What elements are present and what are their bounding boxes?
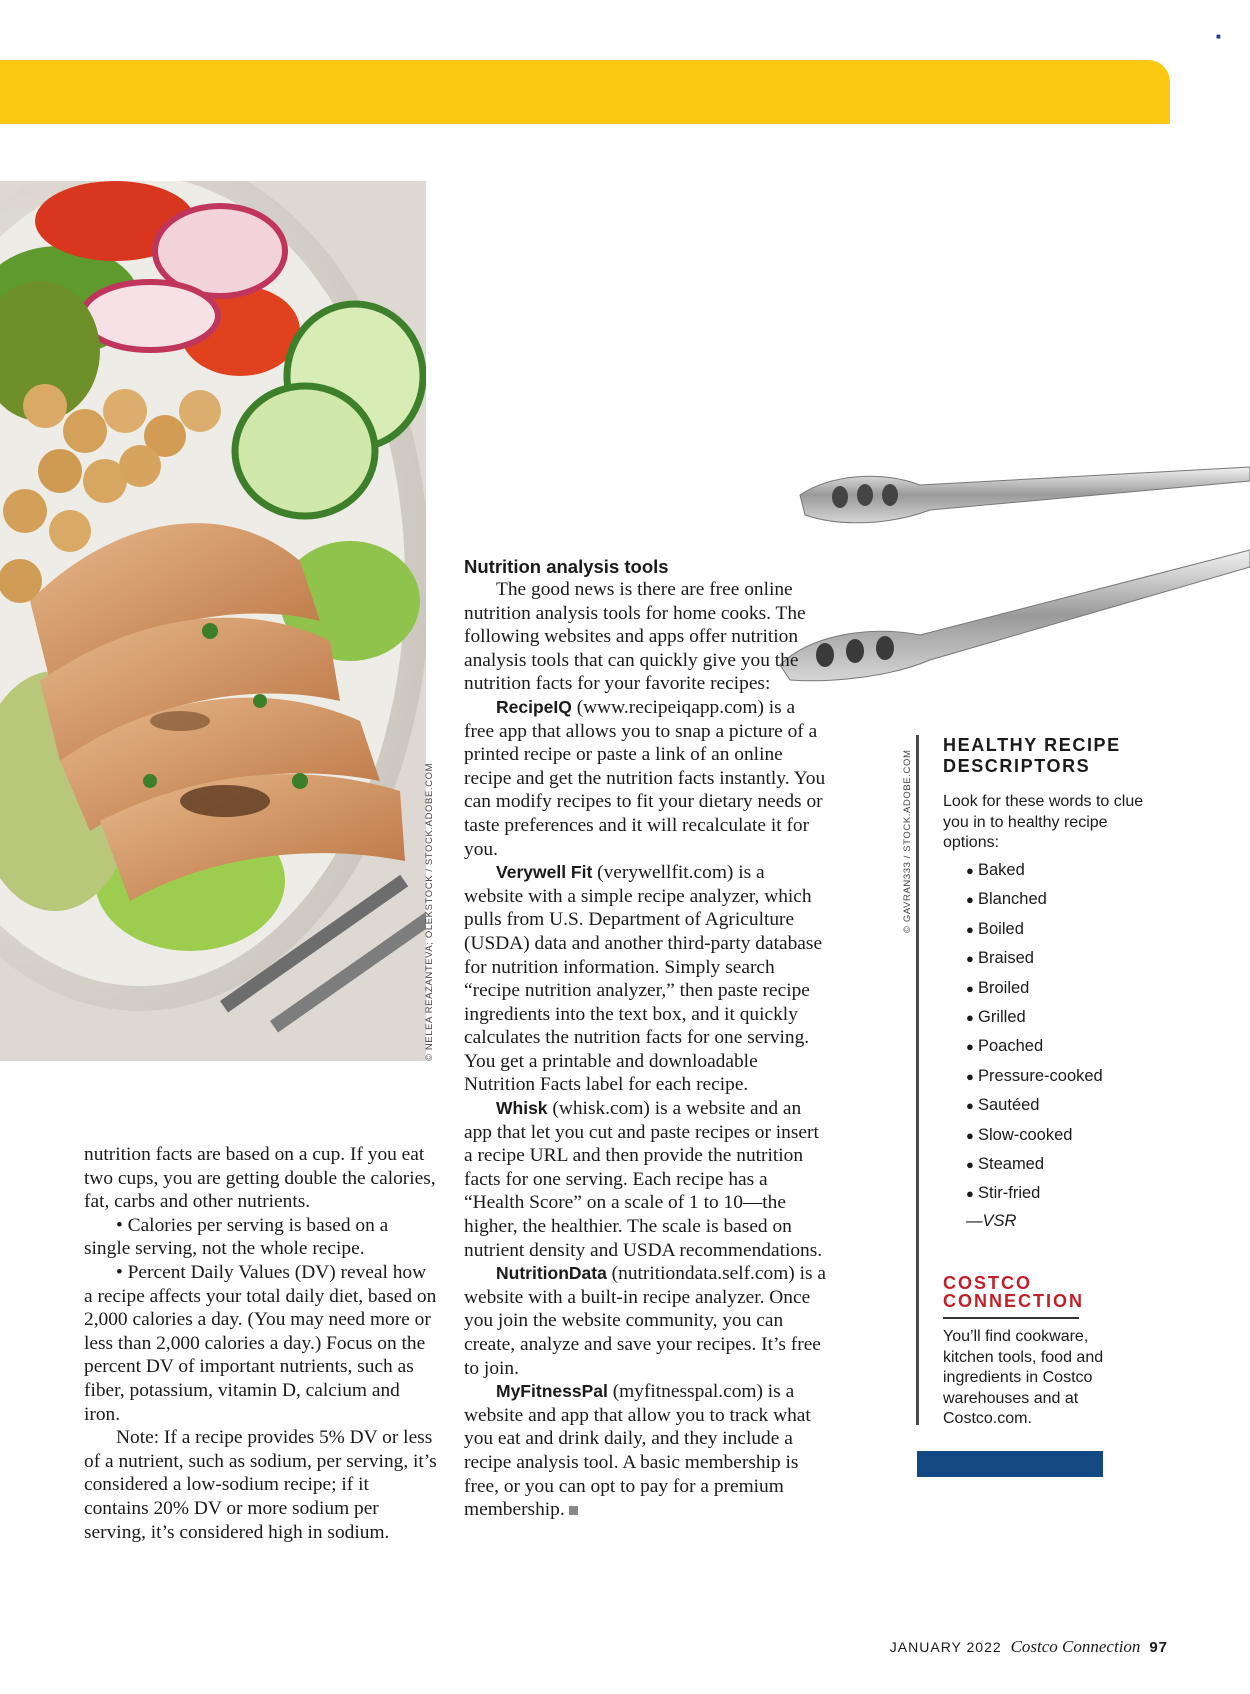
descriptor-label: Boiled (978, 919, 1024, 938)
descriptor-list (966, 858, 1103, 1211)
tool-entry-myfitnesspal (464, 1380, 826, 1522)
descriptor-label: Slow-cooked (978, 1125, 1073, 1144)
descriptor-label: Grilled (978, 1007, 1026, 1026)
list-item (966, 1064, 1103, 1093)
tongs-photo (770, 455, 1250, 735)
descriptor-label: Braised (978, 949, 1034, 968)
bullet-icon: ● (966, 980, 974, 996)
descriptor-label: Baked (978, 861, 1025, 879)
bullet-icon: ● (966, 863, 974, 878)
descriptor-label: Broiled (978, 978, 1030, 997)
photo-credit-right: © GAVRAN333 / STOCK.ADOBE.COM (902, 749, 913, 933)
section-heading: Nutrition analysis tools (464, 556, 669, 577)
tool-name: NutritionData (496, 1263, 607, 1284)
paragraph: The good news is there are free online nutrition analysis tools for home cooks. The following websites and apps offer nutrition analysis tools that can quickly give you the nutrition facts for your favorite recipes: (464, 579, 806, 695)
costco-connection-title: COSTCO CONNECTION (943, 1273, 1084, 1311)
bullet-icon: ● (966, 1156, 974, 1172)
tool-entry-whisk (464, 1097, 826, 1262)
page-footer (890, 1637, 1168, 1657)
issue-date: JANUARY 2022 (889, 1639, 1002, 1655)
left-column (84, 1143, 438, 1544)
corner-mark-icon: ■ (1216, 32, 1221, 41)
paragraph: • Percent Daily Values (DV) reveal how a recipe affects your total daily diet, based on 2,000 calories a day. (You may need more or less than 2,000 calories a day.) Focus on the percent DV of important nutrients, such as fiber, potassium, vitamin D, calcium and iron. (84, 1261, 437, 1425)
bullet-icon: ● (966, 951, 974, 967)
sidebar-title: HEALTHY RECIPE DESCRIPTORS (943, 735, 1121, 776)
blue-accent-bar (917, 1451, 1103, 1477)
paragraph: • Calories per serving is based on a single serving, not the whole recipe. (84, 1214, 389, 1260)
bullet-icon: ● (966, 892, 974, 908)
salad-photo (0, 181, 426, 1061)
list-item (966, 858, 1103, 887)
bullet-icon: ● (966, 1127, 974, 1143)
bullet-icon: ● (966, 1098, 974, 1114)
page-number: 97 (1149, 1639, 1168, 1656)
sidebar-intro: Look for these words to clue you in to healthy recipe options: (943, 793, 1144, 851)
list-item (966, 976, 1103, 1005)
tongs-illustration (770, 455, 1250, 735)
tool-description: (myfitnesspal.com) is a website and app that allow you to track what you eat and drink daily, and they include a recipe analysis tool. A basic membership is free, or you can opt to pay for a premium membership. (464, 1381, 811, 1521)
list-item (966, 946, 1103, 975)
list-item (966, 1093, 1103, 1122)
header-color-bar (0, 60, 1170, 124)
tool-name: Whisk (496, 1098, 548, 1119)
list-item (966, 1034, 1103, 1063)
tool-name: RecipeIQ (496, 696, 572, 717)
tool-name: MyFitnessPal (496, 1381, 608, 1402)
salad-illustration (0, 181, 426, 1061)
tool-description: (whisk.com) is a website and an app that let you cut and paste recipes or insert a recipe URL and then provide the nutrition facts for one serving. Each recipe has a “Health Score” on a scale of 1 to 10—the higher, the healthier. The scale is based on nutrient density and USDA recommendations. (464, 1098, 823, 1261)
descriptor-label: Steamed (978, 1154, 1045, 1173)
costco-connection-text: You’ll find cookware, kitchen tools, food and ingredients in Costco warehouses and at Costco.com. (943, 1328, 1104, 1427)
list-item (966, 1152, 1103, 1181)
end-mark-icon (569, 1506, 578, 1515)
list-item (966, 917, 1103, 946)
list-item (966, 1005, 1103, 1034)
magazine-name: Costco Connection (1010, 1637, 1141, 1656)
paragraph: Note: If a recipe provides 5% DV or less of a nutrient, such as sodium, per serving, it’s considered a low-sodium recipe; if it contains 20% DV or more sodium per serving, it’s considered high in sodium. (84, 1427, 437, 1543)
descriptor-label: Blanched (978, 890, 1047, 909)
divider (943, 1317, 1079, 1319)
tool-description: (verywellfit.com) is a website with a simple recipe analyzer, which pulls from U.S. Department of Agriculture (USDA) data and another third-party database for nutrition information. Simply search “recipe nutrition analyzer,” then paste recipe ingredients into the text box, and it quickly calculates the nutrition facts for one serving. You get a printable and downloadable Nutrition Facts label for each recipe. (464, 862, 823, 1096)
tool-entry-nutritiondata (464, 1262, 826, 1380)
author-signature: —VSR (966, 1212, 1017, 1230)
list-item (966, 887, 1103, 916)
descriptor-label: Poached (978, 1037, 1044, 1056)
bullet-icon: ● (966, 1009, 974, 1025)
tool-entry-verywell-fit (464, 861, 826, 1097)
tool-entry-recipeiq (464, 696, 826, 861)
bullet-icon: ● (966, 1039, 974, 1055)
bullet-icon: ● (966, 1186, 974, 1202)
middle-column (464, 555, 826, 1522)
tool-name: Verywell Fit (496, 862, 593, 883)
list-item (966, 1181, 1103, 1210)
descriptor-label: Stir-fried (978, 1184, 1041, 1203)
tool-description: (nutritiondata.self.com) is a website with a built-in recipe analyzer. Once you join the website community, you can create, analyze and save your recipes. It’s free to join. (464, 1263, 826, 1379)
bullet-icon: ● (966, 1068, 974, 1084)
tool-description: (www.recipeiqapp.com) is a free app that allows you to snap a picture of a printed recipe or paste a link of an online recipe and get the nutrition facts instantly. You can modify recipes to fit your dietary needs or taste preferences and it will recalculate it for you. (464, 696, 826, 860)
bullet-icon: ● (966, 921, 974, 937)
descriptor-label: Sautéed (978, 1096, 1040, 1115)
sidebar-rule (916, 735, 919, 1425)
paragraph: nutrition facts are based on a cup. If you eat two cups, you are getting double the calories, fat, carbs and other nutrients. (84, 1144, 436, 1213)
list-item (966, 1123, 1103, 1152)
photo-credit-left: © NELEA REAZANTEVA; OLEKSTOCK / STOCK.ADOBE.COM (424, 762, 435, 1061)
descriptor-label: Pressure-cooked (978, 1066, 1103, 1085)
